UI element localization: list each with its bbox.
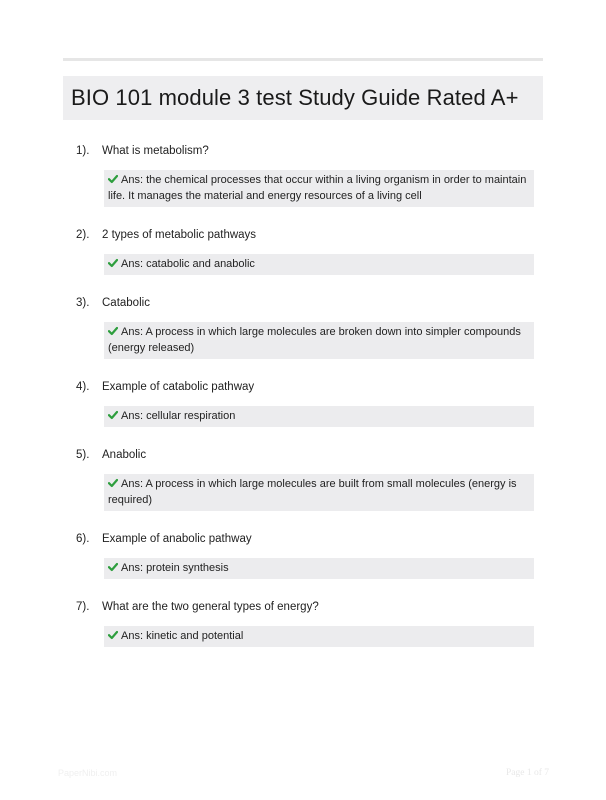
question-text: What is metabolism?: [102, 145, 209, 157]
question-number: 3).: [76, 297, 90, 309]
question-number: 6).: [76, 533, 90, 545]
answer-text: Ans: cellular respiration: [121, 410, 236, 422]
question-text: What are the two general types of energy?: [102, 601, 319, 613]
question-text: Catabolic: [102, 297, 150, 309]
question-number: 1).: [76, 145, 90, 157]
answer-box: [104, 406, 534, 427]
top-divider: [63, 58, 543, 61]
question-number: 5).: [76, 449, 90, 461]
answer-box: [104, 474, 534, 511]
question-text: Anabolic: [102, 449, 147, 461]
footer-site: PaperNibi.com: [58, 768, 118, 778]
page-title: BIO 101 module 3 test Study Guide Rated A+: [71, 85, 519, 110]
check-icon: [108, 562, 118, 572]
answer-box: [104, 626, 534, 647]
question-number: 4).: [76, 381, 90, 393]
question-number: 7).: [76, 601, 90, 613]
check-icon: [108, 174, 118, 184]
answer-box: [104, 170, 534, 207]
answer-box: [104, 558, 534, 579]
answer-text: Ans: kinetic and potential: [121, 630, 244, 642]
check-icon: [108, 410, 118, 420]
question-number: 2).: [76, 229, 90, 241]
check-icon: [108, 258, 118, 268]
title-bar: [63, 76, 543, 120]
question-text: Example of anabolic pathway: [102, 533, 252, 545]
answer-box: [104, 254, 534, 275]
answer-text: Ans: the chemical processes that occur within a living organism in order to maintain life. It manages the material and energy resources of a living cell: [108, 174, 527, 202]
question-text: Example of catabolic pathway: [102, 381, 255, 393]
check-icon: [108, 326, 118, 336]
answer-text: Ans: catabolic and anabolic: [121, 258, 255, 270]
check-icon: [108, 630, 118, 640]
question-text: 2 types of metabolic pathways: [102, 229, 257, 241]
answer-text: Ans: A process in which large molecules are built from small molecules (energy is required): [108, 478, 517, 506]
answer-text: Ans: A process in which large molecules are broken down into simpler compounds (energy released): [108, 326, 521, 354]
page-number: Page 1 of 7: [505, 768, 549, 778]
check-icon: [108, 478, 118, 488]
answer-text: Ans: protein synthesis: [121, 562, 229, 574]
answer-box: [104, 322, 534, 359]
